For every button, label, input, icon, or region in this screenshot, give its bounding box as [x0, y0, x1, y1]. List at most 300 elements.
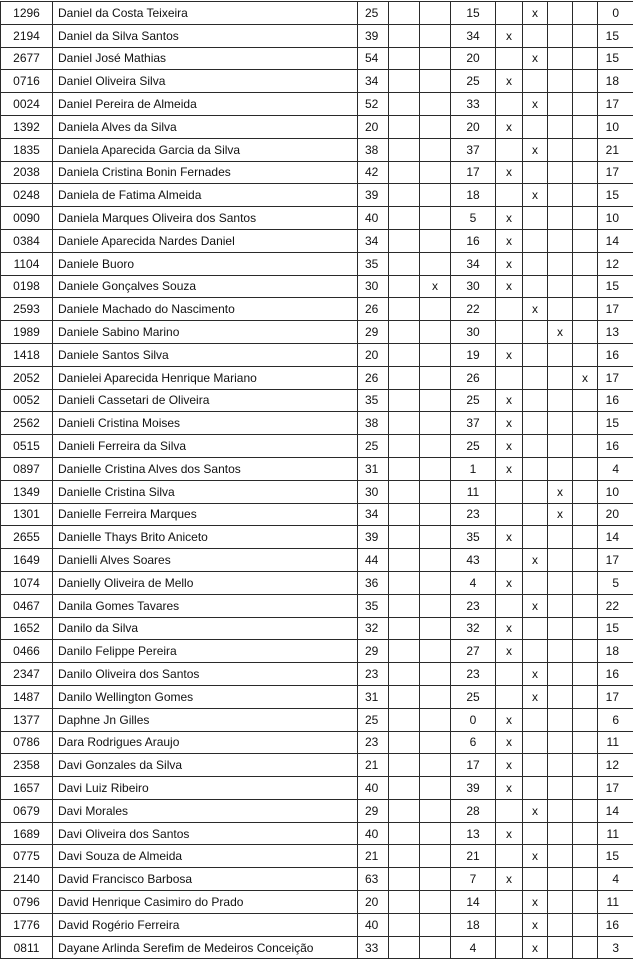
- row-mark-d: [523, 435, 548, 458]
- row-mark-a: [389, 549, 420, 572]
- row-mark-c: x: [496, 526, 523, 549]
- row-name: Daniela Alves da Silva: [53, 115, 358, 138]
- table-row: [1, 207, 633, 230]
- row-total: 15: [598, 24, 633, 47]
- row-total: 3: [598, 936, 633, 959]
- row-mark-e: x: [548, 480, 573, 503]
- row-mark-e: [548, 777, 573, 800]
- row-mark-d: [523, 640, 548, 663]
- table-row: [1, 480, 633, 503]
- row-mark-f: [573, 24, 598, 47]
- row-mark-f: [573, 321, 598, 344]
- row-mark-e: [548, 70, 573, 93]
- row-mark-b: [420, 24, 451, 47]
- row-points: 15: [451, 2, 496, 25]
- row-mark-e: [548, 2, 573, 25]
- row-value-a: 30: [358, 480, 389, 503]
- row-mark-c: x: [496, 412, 523, 435]
- table-body: [1, 2, 633, 959]
- row-mark-f: [573, 777, 598, 800]
- row-mark-f: [573, 640, 598, 663]
- row-mark-a: [389, 708, 420, 731]
- row-code: 2194: [1, 24, 53, 47]
- row-mark-d: x: [523, 799, 548, 822]
- table-row: [1, 708, 633, 731]
- row-value-a: 26: [358, 298, 389, 321]
- row-mark-d: [523, 754, 548, 777]
- row-mark-e: [548, 161, 573, 184]
- table-row: [1, 754, 633, 777]
- row-mark-c: x: [496, 24, 523, 47]
- table-row: [1, 252, 633, 275]
- row-mark-a: [389, 321, 420, 344]
- row-mark-c: [496, 549, 523, 572]
- row-mark-e: [548, 24, 573, 47]
- row-mark-c: x: [496, 777, 523, 800]
- row-value-a: 54: [358, 47, 389, 70]
- row-mark-c: [496, 298, 523, 321]
- row-mark-b: [420, 184, 451, 207]
- row-mark-b: [420, 777, 451, 800]
- table-row: [1, 2, 633, 25]
- row-mark-f: [573, 161, 598, 184]
- row-mark-e: [548, 913, 573, 936]
- row-name: Danieli Ferreira da Silva: [53, 435, 358, 458]
- row-mark-d: [523, 457, 548, 480]
- row-value-a: 23: [358, 663, 389, 686]
- row-name: Danilo Oliveira dos Santos: [53, 663, 358, 686]
- row-points: 18: [451, 184, 496, 207]
- row-name: Davi Oliveira dos Santos: [53, 822, 358, 845]
- row-points: 28: [451, 799, 496, 822]
- row-code: 1989: [1, 321, 53, 344]
- row-mark-f: x: [573, 366, 598, 389]
- row-mark-d: [523, 617, 548, 640]
- row-mark-a: [389, 229, 420, 252]
- row-mark-b: [420, 389, 451, 412]
- row-value-a: 20: [358, 343, 389, 366]
- row-mark-a: [389, 845, 420, 868]
- row-code: 0515: [1, 435, 53, 458]
- table-row: [1, 594, 633, 617]
- row-mark-f: [573, 526, 598, 549]
- row-name: Danielle Ferreira Marques: [53, 503, 358, 526]
- row-mark-d: [523, 161, 548, 184]
- row-mark-f: [573, 93, 598, 116]
- row-mark-b: [420, 457, 451, 480]
- row-mark-c: [496, 184, 523, 207]
- row-mark-b: [420, 868, 451, 891]
- row-total: 15: [598, 47, 633, 70]
- row-code: 2140: [1, 868, 53, 891]
- row-mark-b: [420, 47, 451, 70]
- row-mark-e: [548, 298, 573, 321]
- row-points: 23: [451, 503, 496, 526]
- row-value-a: 40: [358, 777, 389, 800]
- row-code: 0775: [1, 845, 53, 868]
- table-row: [1, 868, 633, 891]
- row-value-a: 40: [358, 207, 389, 230]
- table-row: [1, 93, 633, 116]
- table-row: [1, 229, 633, 252]
- row-mark-b: [420, 412, 451, 435]
- row-points: 27: [451, 640, 496, 663]
- row-mark-c: [496, 799, 523, 822]
- row-points: 4: [451, 571, 496, 594]
- table-row: [1, 799, 633, 822]
- row-mark-d: x: [523, 891, 548, 914]
- row-mark-d: [523, 571, 548, 594]
- row-mark-f: [573, 207, 598, 230]
- row-points: 43: [451, 549, 496, 572]
- row-mark-c: x: [496, 754, 523, 777]
- row-total: 11: [598, 891, 633, 914]
- row-code: 0811: [1, 936, 53, 959]
- row-mark-c: [496, 480, 523, 503]
- row-code: 2038: [1, 161, 53, 184]
- row-points: 23: [451, 663, 496, 686]
- row-mark-e: [548, 412, 573, 435]
- row-mark-d: x: [523, 594, 548, 617]
- row-code: 1649: [1, 549, 53, 572]
- row-name: Davi Luiz Ribeiro: [53, 777, 358, 800]
- row-code: 0052: [1, 389, 53, 412]
- table-row: [1, 503, 633, 526]
- row-mark-a: [389, 184, 420, 207]
- row-name: Davi Gonzales da Silva: [53, 754, 358, 777]
- table-row: [1, 640, 633, 663]
- row-total: 4: [598, 457, 633, 480]
- row-mark-e: [548, 571, 573, 594]
- row-mark-b: [420, 549, 451, 572]
- table-row: [1, 138, 633, 161]
- row-total: 14: [598, 229, 633, 252]
- row-mark-d: [523, 389, 548, 412]
- row-name: Daniele Santos Silva: [53, 343, 358, 366]
- row-points: 7: [451, 868, 496, 891]
- row-mark-a: [389, 754, 420, 777]
- row-mark-b: [420, 526, 451, 549]
- row-value-a: 26: [358, 366, 389, 389]
- row-mark-c: x: [496, 252, 523, 275]
- row-points: 20: [451, 115, 496, 138]
- row-mark-d: x: [523, 913, 548, 936]
- row-code: 1392: [1, 115, 53, 138]
- row-total: 16: [598, 343, 633, 366]
- row-name: Daniel Pereira de Almeida: [53, 93, 358, 116]
- row-mark-a: [389, 24, 420, 47]
- row-mark-c: x: [496, 868, 523, 891]
- row-mark-e: [548, 549, 573, 572]
- row-mark-e: [548, 115, 573, 138]
- row-name: Daphne Jn Gilles: [53, 708, 358, 731]
- row-name: Daniel Oliveira Silva: [53, 70, 358, 93]
- row-mark-d: x: [523, 93, 548, 116]
- row-name: Daniela Cristina Bonin Fernades: [53, 161, 358, 184]
- row-total: 16: [598, 913, 633, 936]
- row-mark-b: [420, 435, 451, 458]
- row-mark-c: x: [496, 229, 523, 252]
- row-total: 21: [598, 138, 633, 161]
- row-name: Daniel da Costa Teixeira: [53, 2, 358, 25]
- row-total: 14: [598, 526, 633, 549]
- row-total: 17: [598, 298, 633, 321]
- row-total: 18: [598, 640, 633, 663]
- row-mark-a: [389, 161, 420, 184]
- row-code: 1377: [1, 708, 53, 731]
- row-mark-f: [573, 115, 598, 138]
- table-row: [1, 321, 633, 344]
- row-mark-d: [523, 777, 548, 800]
- row-mark-f: [573, 571, 598, 594]
- row-mark-d: x: [523, 298, 548, 321]
- row-mark-a: [389, 435, 420, 458]
- row-mark-c: x: [496, 70, 523, 93]
- table-row: [1, 685, 633, 708]
- row-mark-b: [420, 617, 451, 640]
- row-name: Daniel da Silva Santos: [53, 24, 358, 47]
- row-mark-d: x: [523, 936, 548, 959]
- row-name: Daniele Sabino Marino: [53, 321, 358, 344]
- row-points: 25: [451, 70, 496, 93]
- row-value-a: 44: [358, 549, 389, 572]
- row-mark-c: [496, 936, 523, 959]
- row-name: Dara Rodrigues Araujo: [53, 731, 358, 754]
- row-mark-f: [573, 252, 598, 275]
- row-mark-e: [548, 754, 573, 777]
- row-value-a: 39: [358, 526, 389, 549]
- row-value-a: 31: [358, 685, 389, 708]
- row-mark-c: [496, 685, 523, 708]
- row-name: Davi Morales: [53, 799, 358, 822]
- row-mark-b: [420, 115, 451, 138]
- row-code: 0716: [1, 70, 53, 93]
- row-code: 2677: [1, 47, 53, 70]
- row-value-a: 34: [358, 229, 389, 252]
- row-points: 20: [451, 47, 496, 70]
- table-row: [1, 70, 633, 93]
- row-code: 2655: [1, 526, 53, 549]
- row-name: David Henrique Casimiro do Prado: [53, 891, 358, 914]
- row-points: 17: [451, 754, 496, 777]
- row-mark-f: [573, 343, 598, 366]
- table-row: [1, 822, 633, 845]
- row-total: 5: [598, 571, 633, 594]
- row-mark-e: [548, 47, 573, 70]
- row-total: 6: [598, 708, 633, 731]
- row-total: 11: [598, 822, 633, 845]
- row-mark-a: [389, 777, 420, 800]
- row-mark-a: [389, 252, 420, 275]
- row-code: 1657: [1, 777, 53, 800]
- row-mark-f: [573, 594, 598, 617]
- row-mark-e: [548, 685, 573, 708]
- row-value-a: 39: [358, 184, 389, 207]
- row-mark-a: [389, 93, 420, 116]
- row-value-a: 63: [358, 868, 389, 891]
- row-mark-f: [573, 480, 598, 503]
- row-code: 1776: [1, 913, 53, 936]
- row-value-a: 40: [358, 913, 389, 936]
- row-mark-a: [389, 731, 420, 754]
- row-name: Daniel José Mathias: [53, 47, 358, 70]
- row-mark-d: [523, 275, 548, 298]
- row-total: 16: [598, 435, 633, 458]
- row-mark-a: [389, 799, 420, 822]
- row-code: 1296: [1, 2, 53, 25]
- table-row: [1, 777, 633, 800]
- row-mark-e: [548, 457, 573, 480]
- row-value-a: 25: [358, 2, 389, 25]
- row-value-a: 32: [358, 617, 389, 640]
- row-value-a: 20: [358, 891, 389, 914]
- row-total: 17: [598, 549, 633, 572]
- row-total: 11: [598, 731, 633, 754]
- row-mark-c: x: [496, 161, 523, 184]
- row-code: 1349: [1, 480, 53, 503]
- row-name: Danielli Alves Soares: [53, 549, 358, 572]
- row-mark-f: [573, 229, 598, 252]
- row-value-a: 42: [358, 161, 389, 184]
- row-mark-d: [523, 366, 548, 389]
- row-mark-f: [573, 845, 598, 868]
- row-total: 14: [598, 799, 633, 822]
- row-code: 2052: [1, 366, 53, 389]
- row-total: 4: [598, 868, 633, 891]
- row-value-a: 23: [358, 731, 389, 754]
- row-mark-e: [548, 93, 573, 116]
- row-code: 0384: [1, 229, 53, 252]
- row-mark-f: [573, 891, 598, 914]
- row-total: 12: [598, 252, 633, 275]
- row-mark-a: [389, 822, 420, 845]
- row-total: 15: [598, 412, 633, 435]
- row-total: 17: [598, 161, 633, 184]
- row-mark-c: [496, 366, 523, 389]
- row-value-a: 25: [358, 435, 389, 458]
- row-mark-a: [389, 913, 420, 936]
- row-total: 10: [598, 207, 633, 230]
- row-mark-c: [496, 321, 523, 344]
- row-mark-c: [496, 503, 523, 526]
- row-mark-f: [573, 868, 598, 891]
- row-points: 5: [451, 207, 496, 230]
- row-mark-e: [548, 343, 573, 366]
- row-mark-c: [496, 47, 523, 70]
- row-name: Daniele Aparecida Nardes Daniel: [53, 229, 358, 252]
- row-mark-d: [523, 229, 548, 252]
- row-mark-d: [523, 343, 548, 366]
- row-mark-a: [389, 275, 420, 298]
- row-points: 25: [451, 435, 496, 458]
- row-value-a: 30: [358, 275, 389, 298]
- row-value-a: 40: [358, 822, 389, 845]
- row-mark-b: [420, 822, 451, 845]
- row-mark-e: x: [548, 321, 573, 344]
- row-mark-c: x: [496, 207, 523, 230]
- row-mark-a: [389, 503, 420, 526]
- row-total: 17: [598, 777, 633, 800]
- row-code: 2358: [1, 754, 53, 777]
- row-mark-e: [548, 640, 573, 663]
- row-points: 33: [451, 93, 496, 116]
- table-row: [1, 435, 633, 458]
- row-name: Daniele Machado do Nascimento: [53, 298, 358, 321]
- row-mark-b: [420, 708, 451, 731]
- row-mark-c: x: [496, 617, 523, 640]
- row-mark-f: [573, 708, 598, 731]
- row-value-a: 38: [358, 138, 389, 161]
- row-mark-a: [389, 412, 420, 435]
- row-points: 21: [451, 845, 496, 868]
- row-mark-c: [496, 93, 523, 116]
- row-value-a: 36: [358, 571, 389, 594]
- row-name: Daniela Marques Oliveira dos Santos: [53, 207, 358, 230]
- table-row: [1, 366, 633, 389]
- row-code: 1104: [1, 252, 53, 275]
- row-points: 34: [451, 252, 496, 275]
- row-mark-b: [420, 754, 451, 777]
- row-mark-b: [420, 594, 451, 617]
- row-mark-b: x: [420, 275, 451, 298]
- row-points: 25: [451, 685, 496, 708]
- row-mark-c: [496, 594, 523, 617]
- row-name: Danilo da Silva: [53, 617, 358, 640]
- row-mark-a: [389, 526, 420, 549]
- row-mark-a: [389, 891, 420, 914]
- row-code: 0024: [1, 93, 53, 116]
- row-total: 10: [598, 115, 633, 138]
- row-total: 16: [598, 389, 633, 412]
- row-name: Danilo Felippe Pereira: [53, 640, 358, 663]
- row-name: David Rogério Ferreira: [53, 913, 358, 936]
- row-total: 17: [598, 366, 633, 389]
- row-mark-b: [420, 321, 451, 344]
- row-mark-d: [523, 480, 548, 503]
- row-name: Danielle Thays Brito Aniceto: [53, 526, 358, 549]
- row-mark-e: [548, 435, 573, 458]
- table-row: [1, 24, 633, 47]
- row-mark-b: [420, 640, 451, 663]
- row-mark-a: [389, 457, 420, 480]
- row-mark-d: x: [523, 184, 548, 207]
- row-total: 15: [598, 275, 633, 298]
- table-row: [1, 617, 633, 640]
- row-mark-f: [573, 184, 598, 207]
- row-mark-a: [389, 47, 420, 70]
- table-row: [1, 936, 633, 959]
- row-name: Dayane Arlinda Serefim de Medeiros Conceição: [53, 936, 358, 959]
- table-row: [1, 115, 633, 138]
- row-code: 2562: [1, 412, 53, 435]
- table-row: [1, 161, 633, 184]
- row-mark-d: [523, 503, 548, 526]
- table-row: [1, 845, 633, 868]
- row-mark-f: [573, 412, 598, 435]
- row-mark-f: [573, 47, 598, 70]
- row-code: 1074: [1, 571, 53, 594]
- row-mark-d: [523, 731, 548, 754]
- row-mark-c: x: [496, 731, 523, 754]
- row-total: 15: [598, 845, 633, 868]
- row-value-a: 29: [358, 640, 389, 663]
- row-mark-d: [523, 321, 548, 344]
- row-mark-e: [548, 184, 573, 207]
- row-name: Danilo Wellington Gomes: [53, 685, 358, 708]
- row-mark-b: [420, 685, 451, 708]
- row-mark-f: [573, 663, 598, 686]
- row-name: Davi Souza de Almeida: [53, 845, 358, 868]
